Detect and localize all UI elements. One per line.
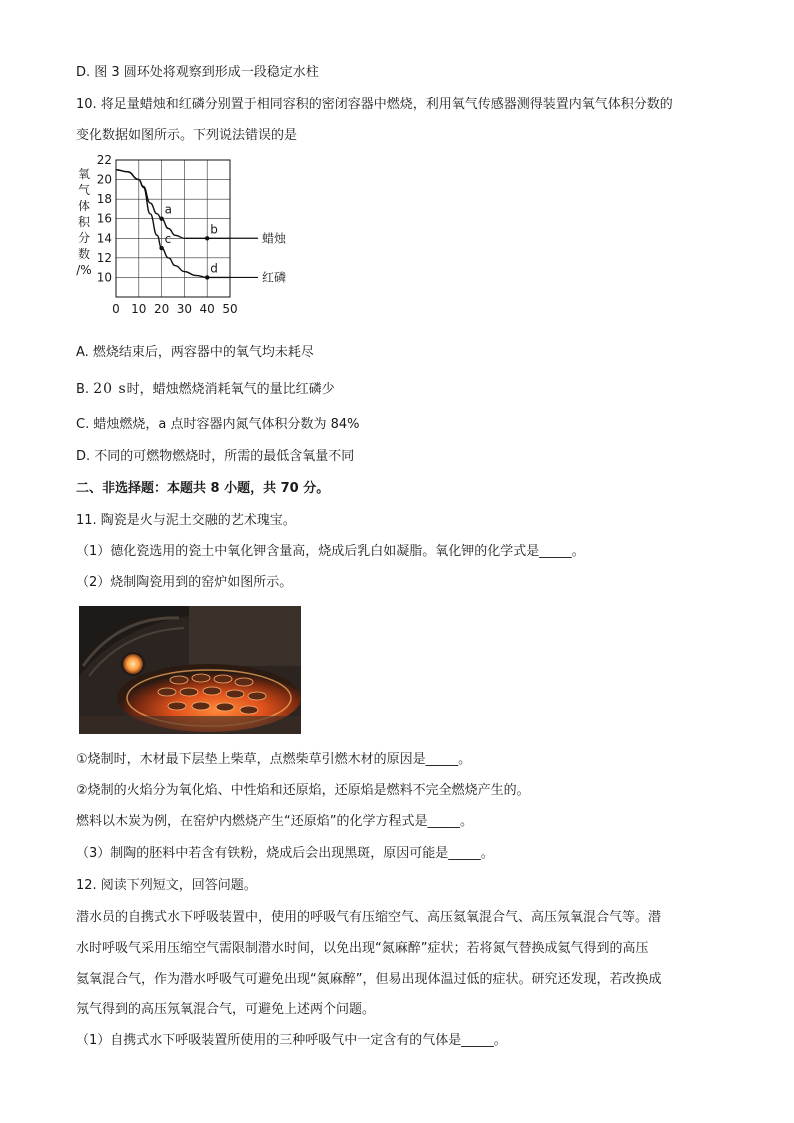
q10-option-b-time: 20 s xyxy=(93,381,127,397)
chart-x-ticks xyxy=(112,302,237,316)
y-tick-label: 10 xyxy=(96,270,112,285)
q11-part2-sub1: ①烧制时，木材最下层垫上柴草，点燃柴草引燃木材的原因是_____。 xyxy=(76,752,472,767)
point-label: b xyxy=(210,222,218,237)
data-point xyxy=(159,246,163,250)
q11-part1: （1）德化瓷选用的瓷土中氧化钾含量高，烧成后乳白如凝脂。氧化钾的化学式是_____。 xyxy=(76,544,585,559)
point-label: d xyxy=(210,261,218,276)
q11-part2-sub3: 燃料以木炭为例，在窑炉内燃烧产生“还原焰”的化学方程式是_____。 xyxy=(76,814,473,829)
chart-points xyxy=(159,203,217,280)
point-label: c xyxy=(164,232,172,247)
q11-stem: 11. 陶瓷是火与泥土交融的艺术瑰宝。 xyxy=(76,513,296,528)
q11-part2-sub2: ②烧制的火焰分为氧化焰、中性焰和还原焰，还原焰是燃料不完全燃烧产生的。 xyxy=(76,783,530,798)
data-point xyxy=(205,275,209,279)
oxygen-chart xyxy=(70,150,300,340)
q9-option-d: D. 图 3 圆环处将观察到形成一段稳定水柱 xyxy=(76,65,319,80)
chart-y-ticks xyxy=(97,153,112,284)
q12-passage-line1: 潜水员的自携式水下呼吸装置中，使用的呼吸气有压缩空气、高压氦氧混合气、高压氖氧混合气等。潜 xyxy=(76,910,662,925)
x-tick-label: 30 xyxy=(176,302,193,316)
series-label: 蜡烛 xyxy=(262,231,287,246)
q10-option-b-prefix: B. xyxy=(76,382,94,397)
chart-series xyxy=(116,170,258,278)
q11-part2: （2）烧制陶瓷用到的窑炉如图所示。 xyxy=(76,575,293,590)
y-label-char: 积 xyxy=(77,215,91,229)
y-tick-label: 14 xyxy=(96,231,112,246)
y-tick-label: 18 xyxy=(96,192,112,207)
y-tick-label: 20 xyxy=(96,172,112,187)
y-label-char: 氧 xyxy=(77,167,91,181)
point-label: a xyxy=(164,202,172,217)
q10-option-d: D. 不同的可燃物燃烧时，所需的最低含氧量不同 xyxy=(76,449,355,464)
q10-option-b xyxy=(76,380,335,399)
q12-passage-line2: 水时呼吸气采用压缩空气需限制潜水时间，以免出现“氮麻醉”症状；若将氮气替换成氦气得到的高压 xyxy=(76,941,649,956)
q11-part3: （3）制陶的胚料中若含有铁粉，烧成后会出现黑斑，原因可能是_____。 xyxy=(76,846,494,861)
y-tick-label: 12 xyxy=(96,250,112,265)
y-label-char: 分 xyxy=(77,231,91,245)
y-tick-label: 22 xyxy=(96,153,112,167)
y-label-char: 数 xyxy=(77,247,91,261)
q12-stem: 12. 阅读下列短文，回答问题。 xyxy=(76,878,257,893)
x-tick-label: 50 xyxy=(222,302,238,316)
y-label-char: 气 xyxy=(77,183,91,197)
x-tick-label: 40 xyxy=(199,302,215,316)
y-label-char: /% xyxy=(76,263,92,277)
q10-stem-line2: 变化数据如图所示。下列说法错误的是 xyxy=(76,128,298,143)
data-point xyxy=(205,236,209,240)
section-2-heading: 二、非选择题：本题共 8 小题，共 70 分。 xyxy=(76,481,330,496)
series-label: 红磷 xyxy=(262,270,287,285)
x-tick-label: 20 xyxy=(153,302,170,316)
data-point xyxy=(159,217,163,221)
x-tick-label: 10 xyxy=(131,302,147,316)
q10-stem-line1: 10. 将足量蜡烛和红磷分别置于相同容积的密闭容器中燃烧，利用氧气传感器测得装置内氧气体积分数的 xyxy=(76,97,673,112)
kiln-photo xyxy=(79,606,301,734)
y-tick-label: 16 xyxy=(96,211,112,226)
chart-series-labels xyxy=(262,230,287,284)
q10-option-a: A. 燃烧结束后，两容器中的氧气均未耗尽 xyxy=(76,345,314,360)
chart-y-label xyxy=(76,167,91,277)
y-label-char: 体 xyxy=(77,199,91,213)
q10-option-c: C. 蜡烛燃烧，a 点时容器内氮气体积分数为 84% xyxy=(76,417,360,432)
x-tick-label: 0 xyxy=(112,302,120,316)
q10-option-b-text: 时，蜡烛燃烧消耗氧气的量比红磷少 xyxy=(126,382,335,397)
q12-passage-line4: 氖气得到的高压氖氧混合气，可避免上述两个问题。 xyxy=(76,1002,376,1017)
q12-part1: （1）自携式水下呼吸装置所使用的三种呼吸气中一定含有的气体是_____。 xyxy=(76,1033,507,1048)
q12-passage-line3: 氦氧混合气，作为潜水呼吸气可避免出现“氮麻醉”，但易出现体温过低的症状。研究还发现，若改换成 xyxy=(76,972,662,987)
